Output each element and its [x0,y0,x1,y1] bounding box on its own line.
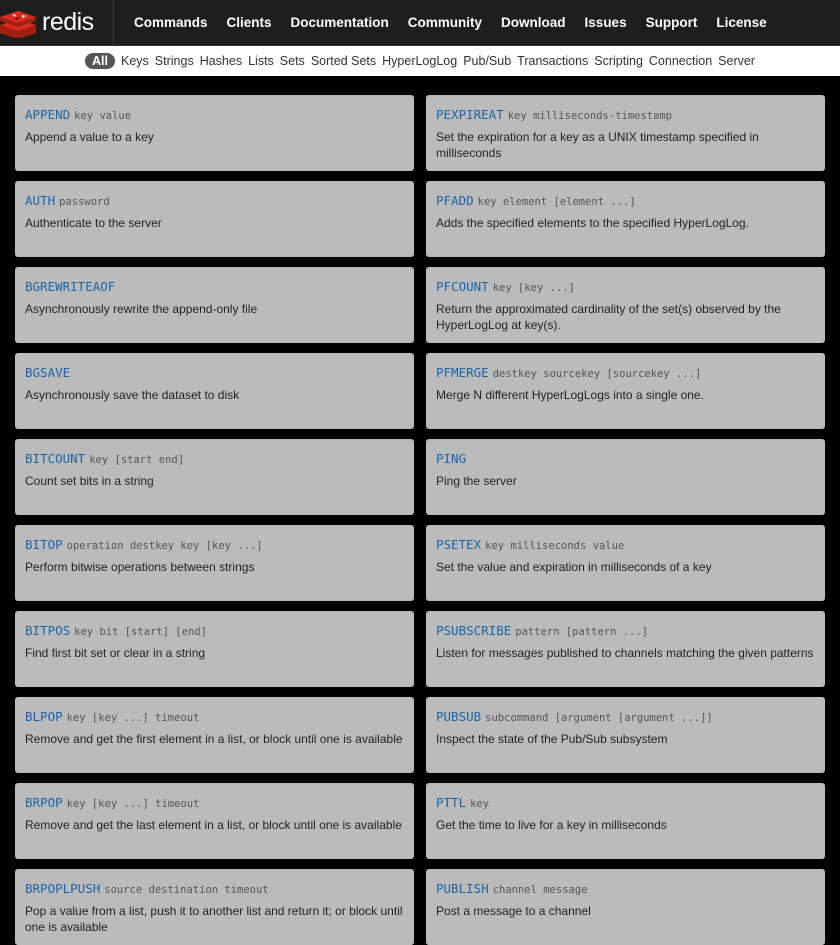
command-description: Asynchronously save the dataset to disk [25,388,240,402]
command-card[interactable] [426,353,825,429]
filter-scripting[interactable]: Scripting [594,54,643,68]
command-card[interactable] [15,181,414,257]
command-signature [436,537,815,554]
command-name-link[interactable]: BRPOP [25,795,63,810]
command-card[interactable] [15,783,414,859]
command-signature [436,107,815,124]
command-name-link[interactable]: BGREWRITEAOF [25,279,116,294]
command-name-link[interactable]: PUBSUB [436,709,482,724]
command-description: Remove and get the last element in a list, or block until one is available [25,818,402,832]
command-args: source destination timeout [104,884,269,896]
command-args: operation destkey key [key ...] [66,540,263,552]
command-args: key [key ...] timeout [66,798,200,810]
nav-license[interactable]: License [716,15,767,30]
command-card[interactable] [15,267,414,343]
main-nav [114,0,786,45]
filter-all[interactable]: All [85,53,115,69]
command-grid [15,95,825,945]
command-args: subcommand [argument [argument ...]] [485,712,713,724]
command-name-link[interactable]: BLPOP [25,709,63,724]
nav-clients[interactable]: Clients [226,15,272,30]
logo-text: redis [42,8,94,36]
command-card[interactable] [426,783,825,859]
command-signature [25,279,404,296]
redis-cube-icon [0,8,36,38]
command-name-link[interactable]: BRPOPLPUSH [25,881,101,896]
nav-commands[interactable]: Commands [134,15,208,30]
command-description: Append a value to a key [25,130,154,144]
command-args: key milliseconds value [485,540,625,552]
command-signature [436,623,815,640]
command-signature [436,451,815,468]
top-navbar [0,0,840,46]
command-name-link[interactable]: PFCOUNT [436,279,489,294]
command-description: Asynchronously rewrite the append-only file [25,302,258,316]
command-signature [25,451,404,468]
nav-support[interactable]: Support [645,15,698,30]
command-card[interactable] [15,697,414,773]
nav-issues[interactable]: Issues [584,15,627,30]
command-args: key milliseconds-timestamp [507,110,673,122]
command-args: key value [74,110,132,122]
command-signature [436,279,815,296]
command-description: Adds the specified elements to the specified HyperLogLog. [436,216,749,230]
command-name-link[interactable]: BITCOUNT [25,451,86,466]
command-name-link[interactable]: PUBLISH [436,881,489,896]
nav-community[interactable]: Community [407,15,483,30]
command-signature [436,881,815,898]
command-args: password [59,196,110,208]
command-description: Listen for messages published to channels matching the given patterns [436,646,814,660]
command-signature [25,795,404,812]
filter-strings[interactable]: Strings [154,54,194,68]
command-signature [25,193,404,210]
command-description: Set the expiration for a key as a UNIX timestamp specified in milliseconds [436,130,759,160]
filter-pubsub[interactable]: Pub/Sub [463,54,512,68]
command-name-link[interactable]: APPEND [25,107,71,122]
command-description: Remove and get the first element in a list, or block until one is available [25,732,403,746]
command-name-link[interactable]: PFADD [436,193,474,208]
command-description: Perform bitwise operations between strings [25,560,255,574]
command-card[interactable] [15,869,414,945]
command-signature [25,709,404,726]
command-signature [25,623,404,640]
command-description: Set the value and expiration in milliseconds of a key [436,560,712,574]
nav-documentation[interactable]: Documentation [290,15,389,30]
command-name-link[interactable]: BGSAVE [25,365,71,380]
filter-sets[interactable]: Sets [279,54,305,68]
filter-lists[interactable]: Lists [248,54,274,68]
command-signature [436,795,815,812]
command-name-link[interactable]: PSUBSCRIBE [436,623,512,638]
filter-server[interactable]: Server [718,54,755,68]
command-card[interactable] [426,611,825,687]
command-card[interactable] [426,525,825,601]
command-name-link[interactable]: PTTL [436,795,467,810]
command-args: key bit [start] [end] [74,626,207,638]
command-signature [25,881,404,898]
command-description: Merge N different HyperLogLogs into a single one. [436,388,704,402]
nav-download[interactable]: Download [501,15,566,30]
command-signature [25,107,404,124]
command-args: key element [element ...] [477,196,636,208]
command-name-link[interactable]: AUTH [25,193,56,208]
command-name-link[interactable]: BITPOS [25,623,71,638]
command-card[interactable] [426,869,825,945]
command-name-link[interactable]: PFMERGE [436,365,489,380]
command-signature [25,537,404,554]
command-card[interactable] [15,95,414,171]
command-card[interactable] [426,697,825,773]
command-card[interactable] [15,611,414,687]
command-args: key [470,798,490,810]
command-signature [436,365,815,382]
command-description: Return the approximated cardinality of the set(s) observed by the HyperLogLog at key(s). [436,302,781,332]
command-name-link[interactable]: PEXPIREAT [436,107,504,122]
command-card[interactable] [15,525,414,601]
command-description: Authenticate to the server [25,216,162,230]
command-card[interactable] [426,181,825,257]
command-card[interactable] [426,267,825,343]
filter-sorted-sets[interactable]: Sorted Sets [310,54,377,68]
command-name-link[interactable]: PING [436,451,467,466]
command-args: pattern [pattern ...] [515,626,649,638]
command-card[interactable] [15,439,414,515]
command-name-link[interactable]: BITOP [25,537,63,552]
command-args: key [start end] [89,454,185,466]
command-signature [25,365,404,382]
command-args: channel message [492,884,588,896]
command-signature [436,709,815,726]
command-description: Get the time to live for a key in milliseconds [436,818,667,832]
category-filter-bar [0,46,840,76]
command-card[interactable] [426,439,825,515]
filter-keys[interactable]: Keys [121,54,149,68]
filter-hyperloglog[interactable]: HyperLogLog [382,54,458,68]
command-description: Post a message to a channel [436,904,591,918]
filter-hashes[interactable]: Hashes [199,54,243,68]
command-description: Count set bits in a string [25,474,154,488]
command-description: Ping the server [436,474,517,488]
command-description: Pop a value from a list, push it to another list and return it; or block until one is available [25,904,403,934]
filter-connection[interactable]: Connection [648,54,713,68]
filter-transactions[interactable]: Transactions [517,54,589,68]
command-card[interactable] [426,95,825,171]
command-args: destkey sourcekey [sourcekey ...] [492,368,702,380]
command-signature [436,193,815,210]
command-description: Inspect the state of the Pub/Sub subsystem [436,732,668,746]
redis-logo[interactable] [0,0,114,45]
command-card[interactable] [15,353,414,429]
command-name-link[interactable]: PSETEX [436,537,482,552]
command-args: key [key ...] timeout [66,712,200,724]
command-args: key [key ...] [492,282,575,294]
command-description: Find first bit set or clear in a string [25,646,206,660]
